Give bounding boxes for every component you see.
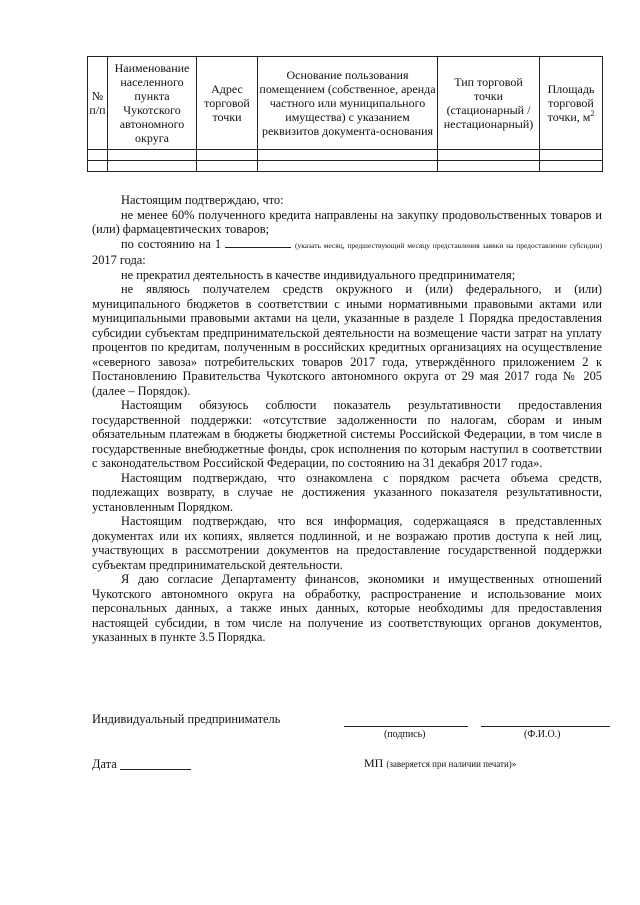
area-unit-sup: 2 [590,109,595,118]
signature-caption: (подпись) [384,729,426,740]
month-note: (указать месяц, предшествующий месяцу представления заявки на предоставление субсидии) [295,240,602,250]
col-settlement: Наименование населенного пункта Чукотского автономного округа [108,57,197,150]
table-row [88,150,603,161]
paragraph-activity: не прекратил деятельность в качестве индивидуального предпринимателя; [121,267,516,282]
col-type: Тип торговой точки (стационарный / нестационарный) [438,57,540,150]
name-caption: (Ф.И.О.) [524,729,561,740]
confirmation-text [92,193,602,645]
name-line [481,726,610,727]
table-header-row [88,57,603,150]
paragraph-obligation: Настоящим обязуюсь соблюсти показатель результативности предоставления государственной поддержки: «отсутствие задолженности по налогам, сборам и иным обязательным платежам в бюджеты бюджетной системы Российской Федерации, в том числе в государственные внебюджетные фонды, срок исполнения по которым наступил в соответствии с законодательством Российской Федерации, по состоянию на 31 декабря 2017 года». [92,398,602,470]
month-blank [225,237,291,248]
col-number: № п/п [88,57,108,150]
paragraph-credit: не менее 60% полученного кредита направлены на закупку продовольственных товаров и (или) фармацевтических товаров; [92,207,602,236]
date-label: Дата [92,757,117,771]
table-row [88,161,603,172]
paragraph-not-recipient: не являюсь получателем средств окружного и (или) федерального, и (или) муниципального бюджетов в соответствии с иными нормативными правовыми актами или муниципальными правовыми актами на цели, указанные в разделе 1 Порядка предоставления субсидии субъектам предпринимательской деятельности на возмещение части затрат на уплату процентов по кредитам, полученным в российских кредитных организациях на осуществление «северного завоза» потребительских товаров 2017 года, утверждённого приложением 2 к Постановлению Правительства Чукотского автономного округа от 29 мая 2017 года № 205 (далее – Порядок). [92,282,602,398]
paragraph-refund: Настоящим подтверждаю, что ознакомлена с порядком расчета объема средств, подлежащих возврату, в случае не достижения указанного показателя результативности, установленным Порядком. [92,470,602,514]
stamp-place: МП (заверяется при наличии печати)» [364,756,517,770]
paragraph-as-of: по состоянию на 1 (указать месяц, предшествующий месяцу представления заявки на предоставление субсидии) 2017 года: [92,236,602,267]
paragraph-confirm: Настоящим подтверждаю, что: [121,193,284,207]
paragraph-consent: Я даю согласие Департаменту финансов, экономики и имущественных отношений Чукотского автономного округа на обработку, распространение и использование моих персональных данных, а также иных данных, которые необходимы для предоставления настоящей субсидии, в том числе на получение из соответствующих органов документов, указанных в пункте 3.5 Порядка. [92,572,602,644]
trade-points-table [87,56,603,172]
col-area [540,57,603,150]
entrepreneur-label: Индивидуальный предприниматель [92,712,281,726]
stamp-note: (заверяется при наличии печати)» [386,759,517,769]
col-basis: Основание пользования помещением (собственное, аренда частного или муниципального имущества) с указанием реквизитов документа-основания [258,57,438,150]
date-line [120,769,191,770]
paragraph-authenticity: Настоящим подтверждаю, что вся информация, содержащаяся в представленных документах или их копиях, является подлинной, и не возражаю против доступа к ней лиц, участвующих в рассмотрении документов на предоставление государственной поддержки субъектам предпринимательской деятельности. [92,514,602,572]
signature-line [344,726,468,727]
col-address: Адрес торговой точки [197,57,258,150]
col-area-label: Площадь торговой точки, м [547,82,595,124]
